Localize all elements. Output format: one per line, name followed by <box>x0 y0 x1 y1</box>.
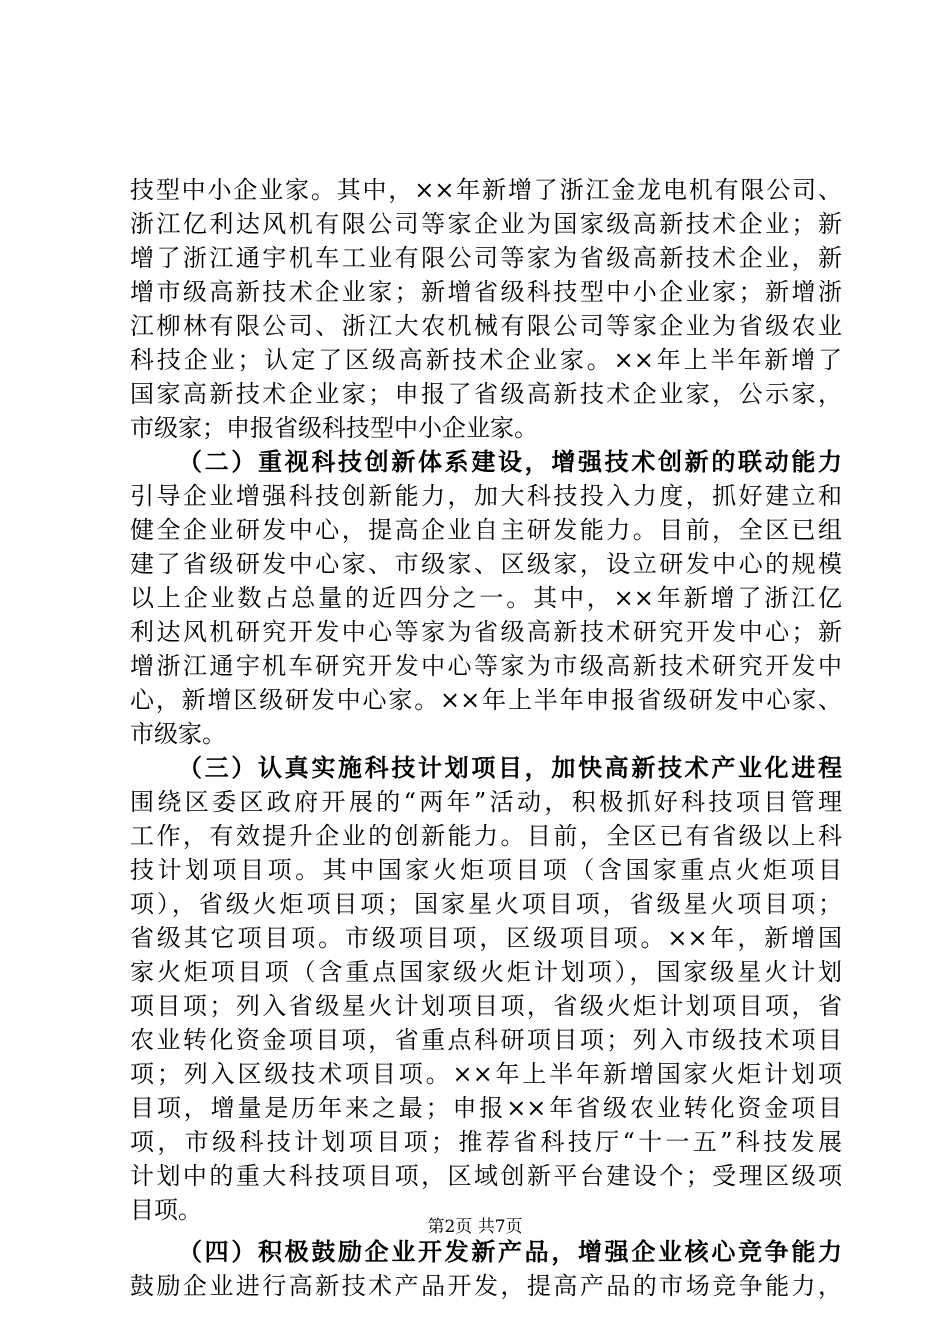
paragraph-line: 江柳林有限公司、浙江大农机械有限公司等家企业为省级农业 <box>130 312 842 340</box>
section-1-tail <box>130 173 842 445</box>
section-heading: （二）重视科技创新体系建设，增强技术创新的联动能力 <box>178 448 842 476</box>
paragraph-line: 项；列入区级技术项目项。××年上半年新增国家火炬计划项 <box>130 1060 842 1088</box>
paragraph-line: 技型中小企业家。其中，××年新增了浙江金龙电机有限公司、 <box>130 176 842 204</box>
paragraph-line: 科技企业；认定了区级高新技术企业家。××年上半年新增了 <box>130 346 842 374</box>
paragraph-line: 增浙江通宇机车研究开发中心等家为市级高新技术研究开发中 <box>130 652 842 680</box>
section-heading: （三）认真实施科技计划项目，加快高新技术产业化进程 <box>178 754 842 782</box>
section-3 <box>130 751 842 1227</box>
paragraph-line: 以上企业数占总量的近四分之一。其中，××年新增了浙江亿 <box>130 584 842 612</box>
section-heading: （四）积极鼓励企业开发新产品，增强企业核心竞争能力 <box>178 1238 842 1266</box>
paragraph-line: 建了省级研发中心家、市级家、区级家，设立研发中心的规模 <box>130 550 842 578</box>
paragraph-line: 浙江亿利达风机有限公司等家企业为国家级高新技术企业；新 <box>130 210 842 238</box>
paragraph-line: 围绕区委区政府开展的“两年”活动，积极抓好科技项目管理 <box>130 788 842 816</box>
paragraph-line: 鼓励企业进行高新技术产品开发，提高产品的市场竞争能力， <box>130 1272 842 1300</box>
paragraph-line: 家火炬项目项（含重点国家级火炬计划项），国家级星火计划 <box>130 958 842 986</box>
paragraph-line: 计划中的重大科技项目项，区域创新平台建设个；受理区级项 <box>130 1162 842 1190</box>
paragraph-line: 省级其它项目项。市级项目项，区级项目项。××年，新增国 <box>130 924 842 952</box>
paragraph-line: 国家高新技术企业家；申报了省级高新技术企业家，公示家， <box>130 380 842 408</box>
section-2 <box>130 445 842 751</box>
paragraph-line: 项目项；列入省级星火计划项目项，省级火炬计划项目项，省 <box>130 992 842 1020</box>
paragraph-line: 增市级高新技术企业家；新增省级科技型中小企业家；新增浙 <box>130 278 842 306</box>
paragraph-line: 技计划项目项。其中国家火炬项目项（含国家重点火炬项目 <box>130 856 842 884</box>
paragraph-line: 项），省级火炬项目项；国家星火项目项，省级星火项目项； <box>130 890 842 918</box>
paragraph-line: 心，新增区级研发中心家。××年上半年申报省级研发中心家、 <box>130 686 842 714</box>
paragraph-line: 利达风机研究开发中心等家为省级高新技术研究开发中心；新 <box>130 618 842 646</box>
paragraph-line: 目项，增量是历年来之最；申报××年省级农业转化资金项目 <box>130 1094 842 1122</box>
paragraph-line: 目项。 <box>130 1196 202 1224</box>
paragraph-line: 市级家；申报省级科技型中小企业家。 <box>130 414 538 442</box>
body-text <box>130 173 842 1303</box>
paragraph-line: 引导企业增强科技创新能力，加大科技投入力度，抓好建立和 <box>130 482 842 510</box>
paragraph-line: 市级家。 <box>130 720 226 748</box>
paragraph-line: 增了浙江通宇机车工业有限公司等家为省级高新技术企业，新 <box>130 244 842 272</box>
paragraph-line: 项，市级科技计划项目项；推荐省科技厅“十一五”科技发展 <box>130 1128 842 1156</box>
paragraph-line: 农业转化资金项目项，省重点科研项目项；列入市级技术项目 <box>130 1026 842 1054</box>
paragraph-line: 健全企业研发中心，提高企业自主研发能力。目前，全区已组 <box>130 516 842 544</box>
section-4 <box>130 1235 842 1303</box>
paragraph-line: 工作，有效提升企业的创新能力。目前，全区已有省级以上科 <box>130 822 842 850</box>
page-number-footer: 第2页 共7页 <box>427 1217 523 1237</box>
